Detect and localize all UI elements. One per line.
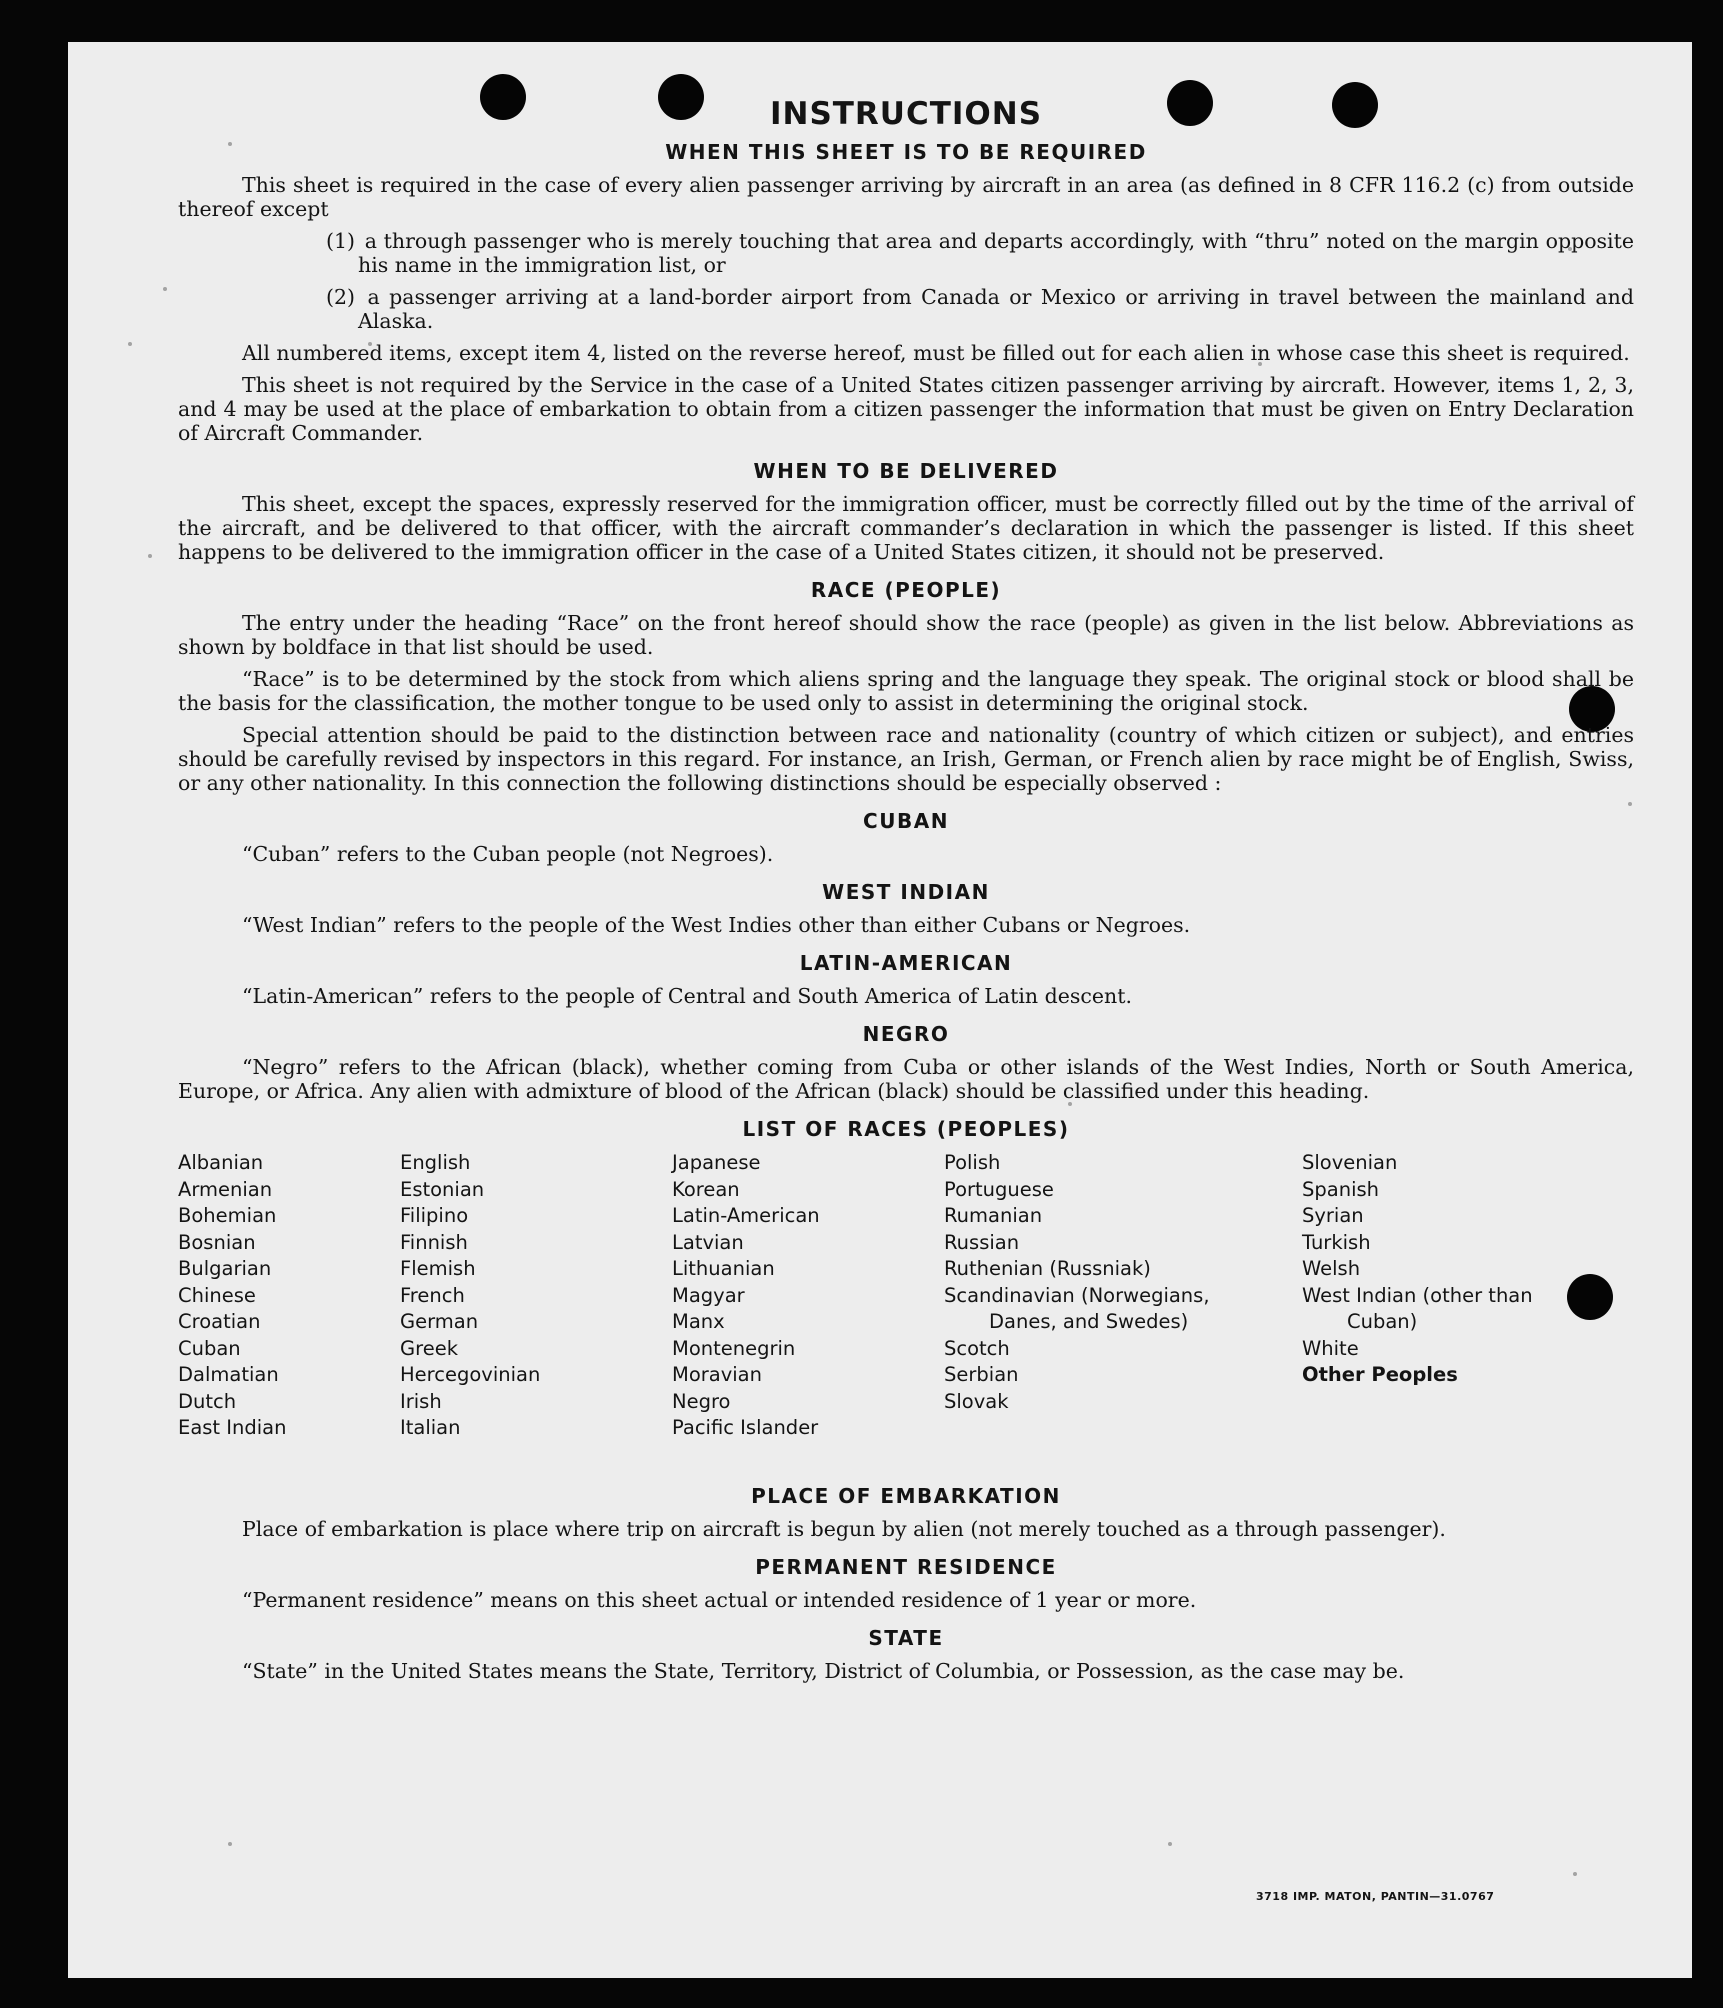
paragraph: All numbered items, except item 4, listed on the reverse hereof, must be filled out for each alien in whose case this sheet is required. bbox=[242, 341, 1630, 365]
dust-speck bbox=[1573, 1872, 1577, 1876]
race-item: Manx bbox=[672, 1310, 725, 1333]
race-item: Welsh bbox=[1302, 1257, 1361, 1280]
race-item: Hercegovinian bbox=[400, 1363, 541, 1386]
race-column bbox=[400, 1150, 610, 1442]
paragraph: “Latin-American” refers to the people of Central and South America of Latin descent. bbox=[242, 984, 1132, 1008]
exception-item bbox=[178, 285, 1634, 333]
race-item: Chinese bbox=[178, 1283, 256, 1307]
dust-speck bbox=[128, 342, 132, 346]
race-item: Bohemian bbox=[178, 1204, 277, 1227]
race-item: Croatian bbox=[178, 1310, 261, 1333]
section-heading-latin-american: LATIN-AMERICAN bbox=[799, 951, 1013, 975]
section-heading-cuban: CUBAN bbox=[863, 809, 949, 833]
race-item: Rumanian bbox=[944, 1204, 1043, 1227]
section-heading-west-indian: WEST INDIAN bbox=[822, 880, 990, 904]
paragraph: This sheet is not required by the Service in the case of a United States citizen passenger arriving by aircraft. However, items 1, 2, 3, and 4 may be used at the place of embarkation to obtain from a citizen passenger the information that must be given on Entry Declaration of Aircraft Commander. bbox=[178, 373, 1634, 445]
race-item: Albanian bbox=[178, 1151, 264, 1174]
race-item: English bbox=[400, 1151, 471, 1174]
section-heading-embarkation: PLACE OF EMBARKATION bbox=[751, 1484, 1061, 1508]
dust-speck bbox=[148, 554, 152, 558]
race-item: Dutch bbox=[178, 1389, 237, 1413]
race-item: Italian bbox=[400, 1416, 461, 1439]
race-item: West Indian (other than Cuban) bbox=[1302, 1283, 1533, 1333]
race-item: Latvian bbox=[672, 1230, 744, 1254]
race-item: Estonian bbox=[400, 1177, 485, 1201]
item-text: a passenger arriving at a land-border airport from Canada or Mexico or arriving in travel between the mainland and Alaska. bbox=[358, 285, 1634, 333]
race-item: Polish bbox=[944, 1151, 1001, 1174]
race-item: Greek bbox=[400, 1336, 458, 1360]
paragraph: “Cuban” refers to the Cuban people (not Negroes). bbox=[242, 842, 774, 866]
race-item: Latin-American bbox=[672, 1204, 820, 1227]
race-item: Russian bbox=[944, 1230, 1020, 1254]
race-item: Serbian bbox=[944, 1363, 1019, 1386]
race-item: Cuban bbox=[178, 1336, 241, 1360]
race-item: Flemish bbox=[400, 1257, 476, 1280]
dust-speck bbox=[163, 287, 167, 291]
race-item: Dalmatian bbox=[178, 1363, 279, 1386]
page-title: INSTRUCTIONS bbox=[769, 96, 1043, 132]
dust-speck bbox=[1168, 1842, 1172, 1846]
section-heading-races-list: LIST OF RACES (PEOPLES) bbox=[742, 1117, 1070, 1141]
race-item: Syrian bbox=[1302, 1204, 1364, 1227]
section-heading-race: RACE (PEOPLE) bbox=[810, 578, 1002, 602]
race-item: Montenegrin bbox=[672, 1336, 796, 1360]
paragraph: This sheet, except the spaces, expressly reserved for the immigration officer, must be correctly filled out by the time of the arrival of the aircraft, and be delivered to that officer, with the aircraft commander’s declaration in which the passenger is listed. If this sheet happens to be delivered to the immigration officer in the case of a United States citizen, it should not be preserved. bbox=[178, 492, 1634, 564]
race-item: Slovak bbox=[944, 1389, 1009, 1413]
race-item: Spanish bbox=[1302, 1177, 1380, 1201]
race-column bbox=[944, 1150, 1244, 1415]
paragraph: “State” in the United States means the State, Territory, District of Columbia, or Possession, as the case may be. bbox=[242, 1659, 1405, 1683]
section-heading-required: WHEN THIS SHEET IS TO BE REQUIRED bbox=[665, 140, 1147, 164]
race-item: Scandinavian (Norwegians, Danes, and Swedes) bbox=[944, 1283, 1210, 1333]
paragraph: “Negro” refers to the African (black), whether coming from Cuba or other islands of the West Indies, North or South America, Europe, or Africa. Any alien with admixture of blood of the African (black) should be classified under this heading. bbox=[178, 1055, 1634, 1103]
race-item: French bbox=[400, 1283, 465, 1307]
race-item: Filipino bbox=[400, 1204, 469, 1227]
race-item: German bbox=[400, 1310, 479, 1333]
paragraph: “Race” is to be determined by the stock from which aliens spring and the language they speak. The original stock or blood shall be the basis for the classification, the mother tongue to be used only to assist in determining the original stock. bbox=[178, 667, 1634, 715]
race-item: Negro bbox=[672, 1389, 731, 1413]
paragraph: This sheet is required in the case of every alien passenger arriving by aircraft in an area (as defined in 8 CFR 116.2 (c) from outside thereof except bbox=[178, 173, 1634, 221]
race-item: White bbox=[1302, 1336, 1359, 1360]
paragraph: “West Indian” refers to the people of the West Indies other than either Cubans or Negroes. bbox=[242, 913, 1191, 937]
instructions-content bbox=[178, 96, 1634, 1691]
race-item: Finnish bbox=[400, 1230, 468, 1254]
exception-item bbox=[178, 229, 1634, 277]
paragraph: Place of embarkation is place where trip on aircraft is begun by alien (not merely touched as a through passenger). bbox=[242, 1517, 1446, 1541]
section-heading-negro: NEGRO bbox=[862, 1022, 950, 1046]
races-list bbox=[178, 1150, 1634, 1470]
race-item: Irish bbox=[400, 1389, 442, 1413]
race-item: Japanese bbox=[672, 1151, 761, 1174]
race-item: Magyar bbox=[672, 1283, 745, 1307]
paragraph: Special attention should be paid to the distinction between race and nationality (country of which citizen or subject), and entries should be carefully revised by inspectors in this regard. For instance, an Irish, German, or French alien by race might be of English, Swiss, or any other nationality. In this connection the following distinctions should be especially observed : bbox=[178, 723, 1634, 795]
race-item: Ruthenian (Russniak) bbox=[944, 1257, 1151, 1280]
paragraph: “Permanent residence” means on this sheet actual or intended residence of 1 year or more. bbox=[242, 1588, 1197, 1612]
race-item: Scotch bbox=[944, 1336, 1010, 1360]
race-item: Slovenian bbox=[1302, 1151, 1398, 1174]
race-item: Korean bbox=[672, 1177, 740, 1201]
item-text: a through passenger who is merely touching that area and departs accordingly, with “thru” noted on the margin opposite his name in the immigration list, or bbox=[358, 229, 1634, 277]
paragraph: The entry under the heading “Race” on the front hereof should show the race (people) as given in the list below. Abbreviations as shown by boldface in that list should be used. bbox=[178, 611, 1634, 659]
race-item: Portuguese bbox=[944, 1177, 1054, 1201]
race-item: Pacific Islander bbox=[672, 1416, 819, 1439]
section-heading-residence: PERMANENT RESIDENCE bbox=[755, 1555, 1057, 1579]
race-item: Moravian bbox=[672, 1363, 762, 1386]
race-column bbox=[1302, 1150, 1592, 1389]
race-item: Lithuanian bbox=[672, 1257, 775, 1280]
section-heading-delivered: WHEN TO BE DELIVERED bbox=[753, 459, 1059, 483]
item-number: (1) bbox=[326, 229, 356, 253]
race-item: Bosnian bbox=[178, 1230, 256, 1254]
section-heading-state: STATE bbox=[868, 1626, 944, 1650]
race-column bbox=[178, 1150, 388, 1442]
race-item: Turkish bbox=[1302, 1230, 1371, 1254]
race-item: Other Peoples bbox=[1302, 1363, 1458, 1386]
race-column bbox=[672, 1150, 912, 1442]
printer-imprint: 3718 IMP. MATON, PANTIN—31.0767 bbox=[1256, 1890, 1495, 1903]
document-sheet bbox=[68, 42, 1692, 1978]
dust-speck bbox=[228, 1842, 232, 1846]
race-item: Bulgarian bbox=[178, 1257, 272, 1280]
item-number: (2) bbox=[326, 285, 356, 309]
race-item: East Indian bbox=[178, 1416, 287, 1439]
race-item: Armenian bbox=[178, 1177, 273, 1201]
